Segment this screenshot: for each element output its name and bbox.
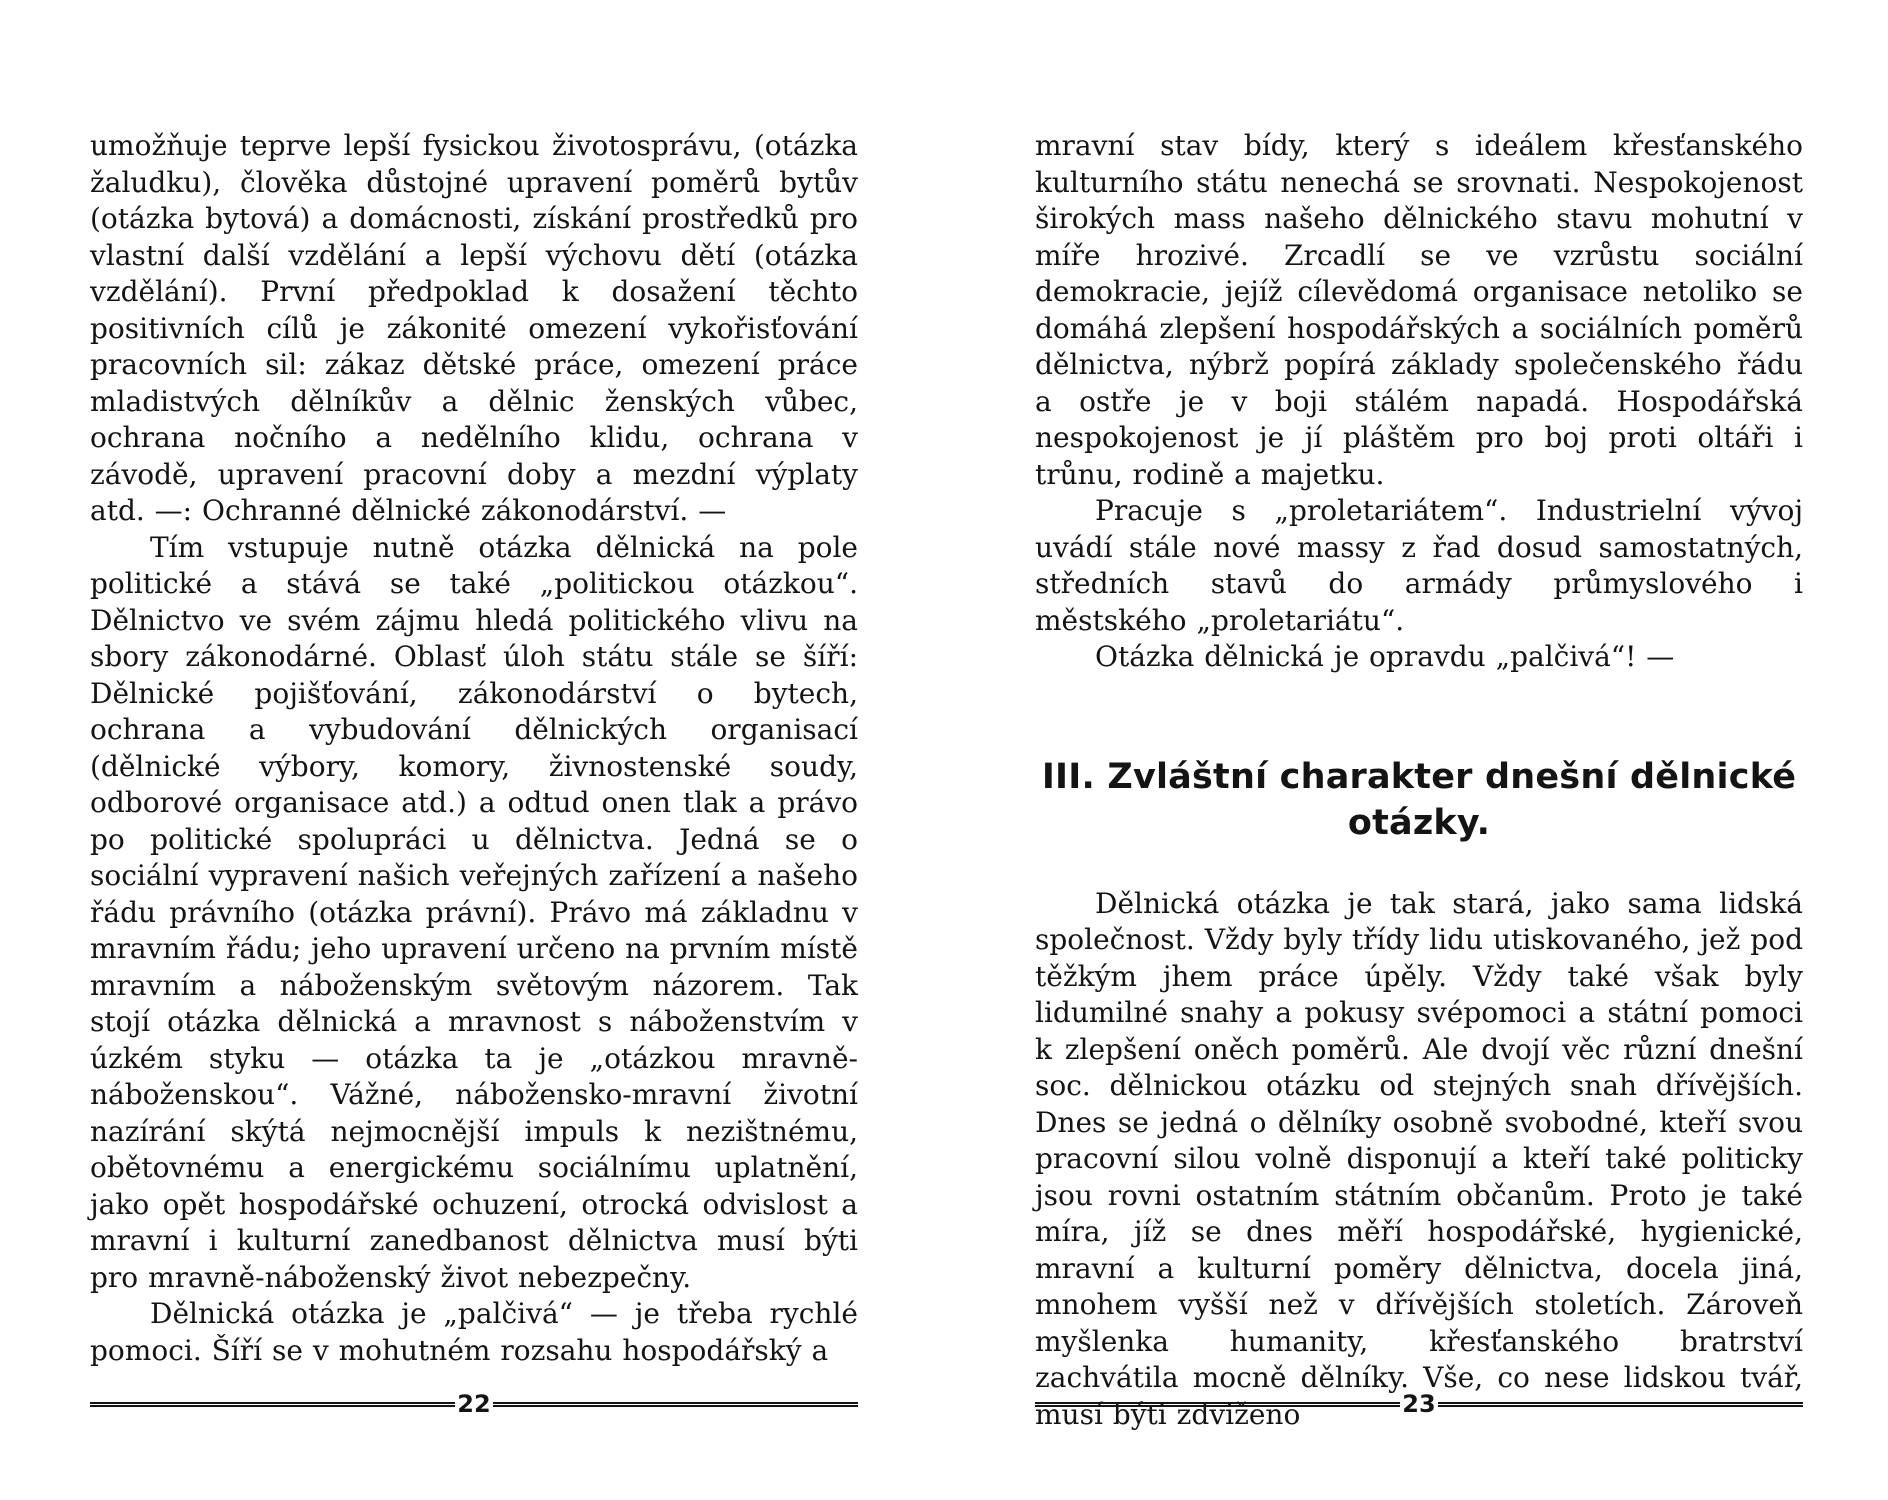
right-paragraph-2: Pracuje s „proletariátem“. Industrielní vývoj uvádí stále nové massy z řad dosud samostatných, středních stavů do armády průmyslového i městského „proletariátu“. [1035, 494, 1803, 637]
left-paragraph-2: Tím vstupuje nutně otázka dělnická na pole politické a stává se také „politickou otázkou“. Dělnictvo ve svém zájmu hledá politického vlivu na sbory zákonodárné. Oblasť úloh státu stále se šíří: Dělnické pojišťování, zákonodárství o bytech, ochrana a vybudování dělnických organisací (dělnické výbory, komory, živnostenské soudy, odborové organisace atd.) a odtud onen tlak a právo po politické spolupráci u dělnictva. Jedná se o sociální vypravení našich veřejných zařízení a našeho řádu právního (otázka právní). Právo má základnu v mravním řádu; jeho upravení určeno na prvním místě mravním a náboženským světovým názorem. Tak stojí otázka dělnická a mravnost s náboženstvím v úzkém styku — otázka ta je „otázkou mravně-náboženskou“. Vážné, nábožensko-mravní životní nazírání skýtá nejmocnější impuls k nezištnému, obětovnému a energickému sociálnímu uplatnění, jako opět hospodářské ochuzení, otrocká odvislost a mravní i kulturní zanedbanost dělnictva musí býti pro mravně-náboženský život nebezpečny. [90, 530, 858, 1294]
right-paragraph-3: Otázka dělnická je opravdu „palčivá“! — [1095, 640, 1675, 673]
page-number-23: 23 [1402, 1390, 1436, 1418]
footer-rule-right [1438, 1402, 1803, 1407]
left-page-text [90, 128, 858, 1369]
chapter-heading [1035, 754, 1803, 846]
left-page [90, 0, 858, 1500]
right-page-footer [1035, 1392, 1803, 1416]
footer-rule-left [1035, 1402, 1400, 1407]
right-paragraph-4: Dělnická otázka je tak stará, jako sama lidská společnost. Vždy byly třídy lidu utiskovaného, jež pod těžkým jhem práce úpěly. Vždy také však byly lidumilné snahy a pokusy svépomoci a státní pomoci k zlepšení oněch poměrů. Ale dvojí věc různí dnešní soc. dělnickou otázku od stejných snah dřívějších. Dnes se jedná o dělníky osobně svobodné, kteří svou pracovní silou volně disponují a kteří také politicky jsou rovni ostatním státním občanům. Proto je také míra, jíž se dnes měří hospodářské, hygienické, mravní a kulturní poměry dělnictva, docela jiná, mnohem vyšší než v dřívějších stoletích. Zároveň myšlenka humanity, křesťanského bratrství zachvátila mocně dělníky. Vše, co nese lidskou tvář, musí býti zdviženo [1035, 886, 1803, 1431]
chapter-heading-line-2: otázky. [1347, 802, 1491, 843]
right-page [1035, 0, 1803, 1500]
right-paragraph-1: mravní stav bídy, který s ideálem křesťanského kulturního státu nenechá se srovnati. Nespokojenost širokých mass našeho dělnického stavu mohutní v míře hrozivé. Zrcadlí se ve vzrůstu sociální demokracie, jejíž cílevědomá organisace netoliko se domáhá zlepšení hospodářských a sociálních poměrů dělnictva, nýbrž popírá základy společenského řádu a ostře je v boji stálém napadá. Hospodářská nespokojenost je jí pláštěm pro boj proti oltáři i trůnu, rodině a majetku. [1035, 129, 1803, 491]
left-page-footer [90, 1392, 858, 1416]
page-number-22: 22 [457, 1390, 491, 1418]
footer-rule-right [493, 1402, 858, 1407]
left-paragraph-1: umožňuje teprve lepší fysickou životosprávu, (otázka žaludku), člověka důstojné upravení poměrů bytův (otázka bytová) a domácnosti, získání prostředků pro vlastní další vzdělání a lepší výchovu dětí (otázka vzdělání). První předpoklad k dosažení těchto positivních cílů je zákonité omezení vykořisťování pracovních sil: zákaz dětské práce, omezení práce mladistvých dělníkův a dělnic ženských vůbec, ochrana nočního a nedělního klidu, ochrana v závodě, upravení pracovní doby a mezdní výplaty atd. —: Ochranné dělnické zákonodárství. — [90, 129, 858, 527]
left-paragraph-3: Dělnická otázka je „palčivá“ — je třeba rychlé pomoci. Šíří se v mohutném rozsahu hospodářský a [90, 1297, 858, 1367]
right-page-text [1035, 128, 1803, 1433]
chapter-heading-line-1: III. Zvláštní charakter dnešní dělnické [1041, 756, 1797, 797]
footer-rule-left [90, 1402, 455, 1407]
